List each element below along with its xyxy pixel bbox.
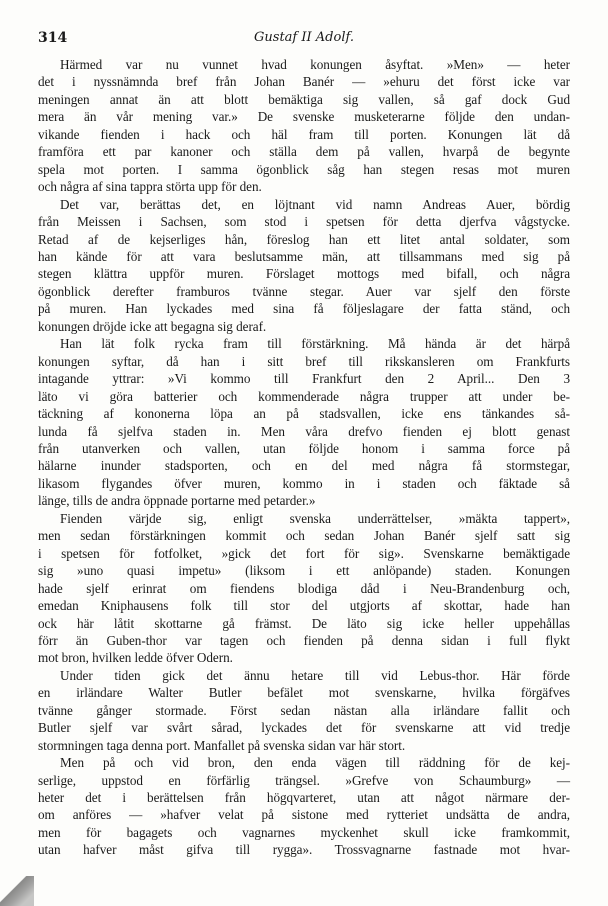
- text-line: tvänne gånger stormade. Först sedan nästan alla irländare fallit och: [38, 702, 570, 718]
- text-line: lunda få sjelfva staden in. Men våra drefvo fienden ej blott genast: [38, 423, 570, 439]
- paragraph: [38, 196, 570, 336]
- text-line: Han lät folk rycka fram till förstärkning. Må hända är det härpå: [60, 336, 570, 352]
- text-line: serlige, uppstod en förfärlig trängsel. »Grefve von Schaumburg» —: [38, 772, 570, 788]
- text-line: stormningen taga denna port. Manfallet på svenska sidan var här stort.: [38, 737, 406, 753]
- text-line: Det var, berättas det, en löjtnant vid namn Andreas Auer, bördig: [60, 196, 570, 212]
- text-line: utan hafver måst gifva till rygga». Trossvagnarne fastnade mot hvar-: [38, 842, 570, 858]
- text-line: hälarne inunder stadsporten, och en del med några få stormstegar,: [38, 458, 570, 474]
- paragraph: [38, 667, 570, 754]
- text-line: förr än Guben-thor var tagen och fienden på denna sidan i full flykt: [38, 632, 570, 648]
- text-line: konungen dröjde icke att begagna sig deraf.: [38, 318, 267, 334]
- text-line: heter det i berättelsen från högqvarteret, utan att något närmare der-: [38, 790, 570, 806]
- text-line: länge, tills de andra öppnade portarne med petarder.»: [38, 493, 316, 509]
- text-line: vikande fienden i hack och häl fram till porten. Konungen lät då: [38, 126, 570, 142]
- text-line: om anföres — »hafver velat på sistone med rytteriet undsätta de andra,: [38, 807, 570, 823]
- text-line: hade sjelf erinrat om fiendens blodiga dåd i Neu-Brandenburg och,: [38, 580, 570, 596]
- text-line: spela mot porten. I samma ögonblick såg han stegen resas mot muren: [38, 161, 570, 177]
- paragraph: [38, 335, 570, 510]
- text-line: Butler sjelf var svårt sårad, lyckades det för svenskarne att vid tredje: [38, 720, 570, 736]
- text-line: Men på och vid bron, den enda vägen till räddning för de kej-: [60, 755, 570, 771]
- text-line: meningen annat än att blott bemäktiga sig vallen, så gaf dock Gud: [38, 91, 570, 107]
- text-line: i spetsen för fotfolket, »gick det fort för sig». Svenskarne bemäktigade: [38, 545, 570, 561]
- text-line: mera än vår mening var.» De svenske musketerarne följde den undan-: [38, 109, 570, 125]
- text-line: Fienden värjde sig, enligt svenska underrättelser, »mäkta tappert»,: [60, 510, 570, 526]
- text-line: en irländare Walter Butler befälet mot svenskarne, hvilka förgäfves: [38, 685, 570, 701]
- text-line: täckning af kononerna löpa an på stadsvallen, icke ens tänkandes så-: [38, 406, 570, 422]
- body-text: [38, 56, 570, 859]
- text-line: han kände för att vara beslutsamme män, att tillsammans med sig på: [38, 248, 570, 264]
- running-head: Gustaf II Adolf.: [254, 30, 354, 45]
- paragraph: [38, 754, 570, 859]
- text-line: från utanverken och vallen, utan följde honom i samma force på: [38, 440, 570, 456]
- scan-corner-mark: [0, 876, 34, 906]
- text-line: läto vi göra batterier och kommenderade några trupper att under be-: [38, 388, 570, 404]
- paragraph: [38, 510, 570, 667]
- text-line: ock här låtit skottarne gå främst. De läto sig icke heller uppehållas: [38, 615, 570, 631]
- text-line: sig »uno quasi impetu» (liksom i ett anlöpande) staden. Konungen: [38, 563, 570, 579]
- text-line: likasom flygandes öfver muren, kommo in i staden och fäktade så: [38, 475, 570, 491]
- text-line: konungen syftar, då han i sitt bref till rikskansleren om Frankfurts: [38, 353, 570, 369]
- text-line: det i nyssnämnda bref från Johan Banér — »ehuru det först icke var: [38, 74, 570, 90]
- text-line: och några af sina tappra störta upp för den.: [38, 179, 262, 195]
- text-line: på muren. Han lyckades med sina få följeslagare der fatta ständ, och: [38, 301, 570, 317]
- text-line: Under tiden gick det ännu hetare till vid Lebus-thor. Här förde: [60, 667, 570, 683]
- text-line: emedan Kniphausens folk till stor del utgjorts af skottar, hade han: [38, 598, 570, 614]
- text-line: från Meissen i Sachsen, som stod i spetsen för detta djerfva vågstycke.: [38, 214, 570, 230]
- page-number: 314: [38, 30, 68, 46]
- text-line: intagande yttrar: »Vi kommo till Frankfurt den 2 April... Den 3: [38, 371, 570, 387]
- text-line: mot bron, hvilken ledde öfver Odern.: [38, 650, 233, 666]
- text-line: men sedan förstärkningen kommit och sedan Johan Banér sjelf satt sig: [38, 528, 570, 544]
- paragraph: [38, 56, 570, 196]
- text-line: framföra ett par kanoner och ställa dem på vallen, hvarpå de begynte: [38, 144, 570, 160]
- text-line: stegen klättra uppför muren. Förslaget mottogs med bifall, och några: [38, 266, 570, 282]
- text-line: men för bagagets och vagnarnes myckenhet skull icke framkommit,: [38, 824, 570, 840]
- text-line: Retad af de kejserliges hån, föreslog han ett litet antal soldater, som: [38, 231, 570, 247]
- text-line: ögonblick derefter framburos tvänne stegar. Auer var sjelf den förste: [38, 283, 570, 299]
- page-header: [38, 30, 570, 50]
- text-line: Härmed var nu vunnet hvad konungen åsyftat. »Men» — heter: [60, 57, 570, 72]
